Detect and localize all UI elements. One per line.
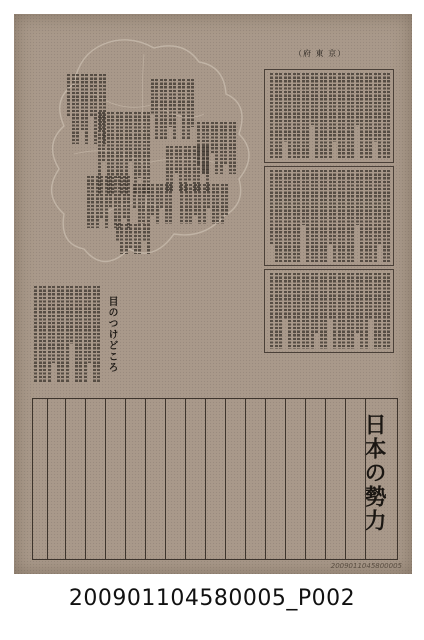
table-column xyxy=(225,399,226,559)
document-sheet xyxy=(14,14,412,574)
table-column xyxy=(125,399,126,559)
table-column xyxy=(85,399,86,559)
image-caption: 200901104580005_P002 xyxy=(68,586,356,611)
article-block xyxy=(30,286,100,382)
table-column xyxy=(305,399,306,559)
map-text-block xyxy=(174,184,228,224)
table-column xyxy=(285,399,286,559)
article-block xyxy=(264,269,394,353)
tokyo-map xyxy=(34,34,269,284)
statistics-table xyxy=(32,398,398,560)
table-column xyxy=(265,399,266,559)
map-text-block xyxy=(112,224,150,254)
table-column xyxy=(65,399,66,559)
table-title: 日本の勢力 xyxy=(361,413,386,533)
table-column xyxy=(47,399,48,559)
table-column xyxy=(345,399,346,559)
table-column xyxy=(145,399,146,559)
archive-number: 2009011045800005 xyxy=(330,562,402,570)
article-block xyxy=(264,166,394,266)
table-column xyxy=(165,399,166,559)
table-column xyxy=(185,399,186,559)
table-column xyxy=(245,399,246,559)
map-text-block xyxy=(146,79,194,139)
section-heading: 目のつけどころ xyxy=(106,296,117,373)
map-text-block xyxy=(130,184,172,224)
header-label: （府 東 京） xyxy=(294,49,347,58)
article-block xyxy=(264,69,394,163)
table-column xyxy=(205,399,206,559)
table-column xyxy=(365,399,366,559)
map-text-block xyxy=(82,176,130,228)
table-column xyxy=(325,399,326,559)
table-column xyxy=(105,399,106,559)
